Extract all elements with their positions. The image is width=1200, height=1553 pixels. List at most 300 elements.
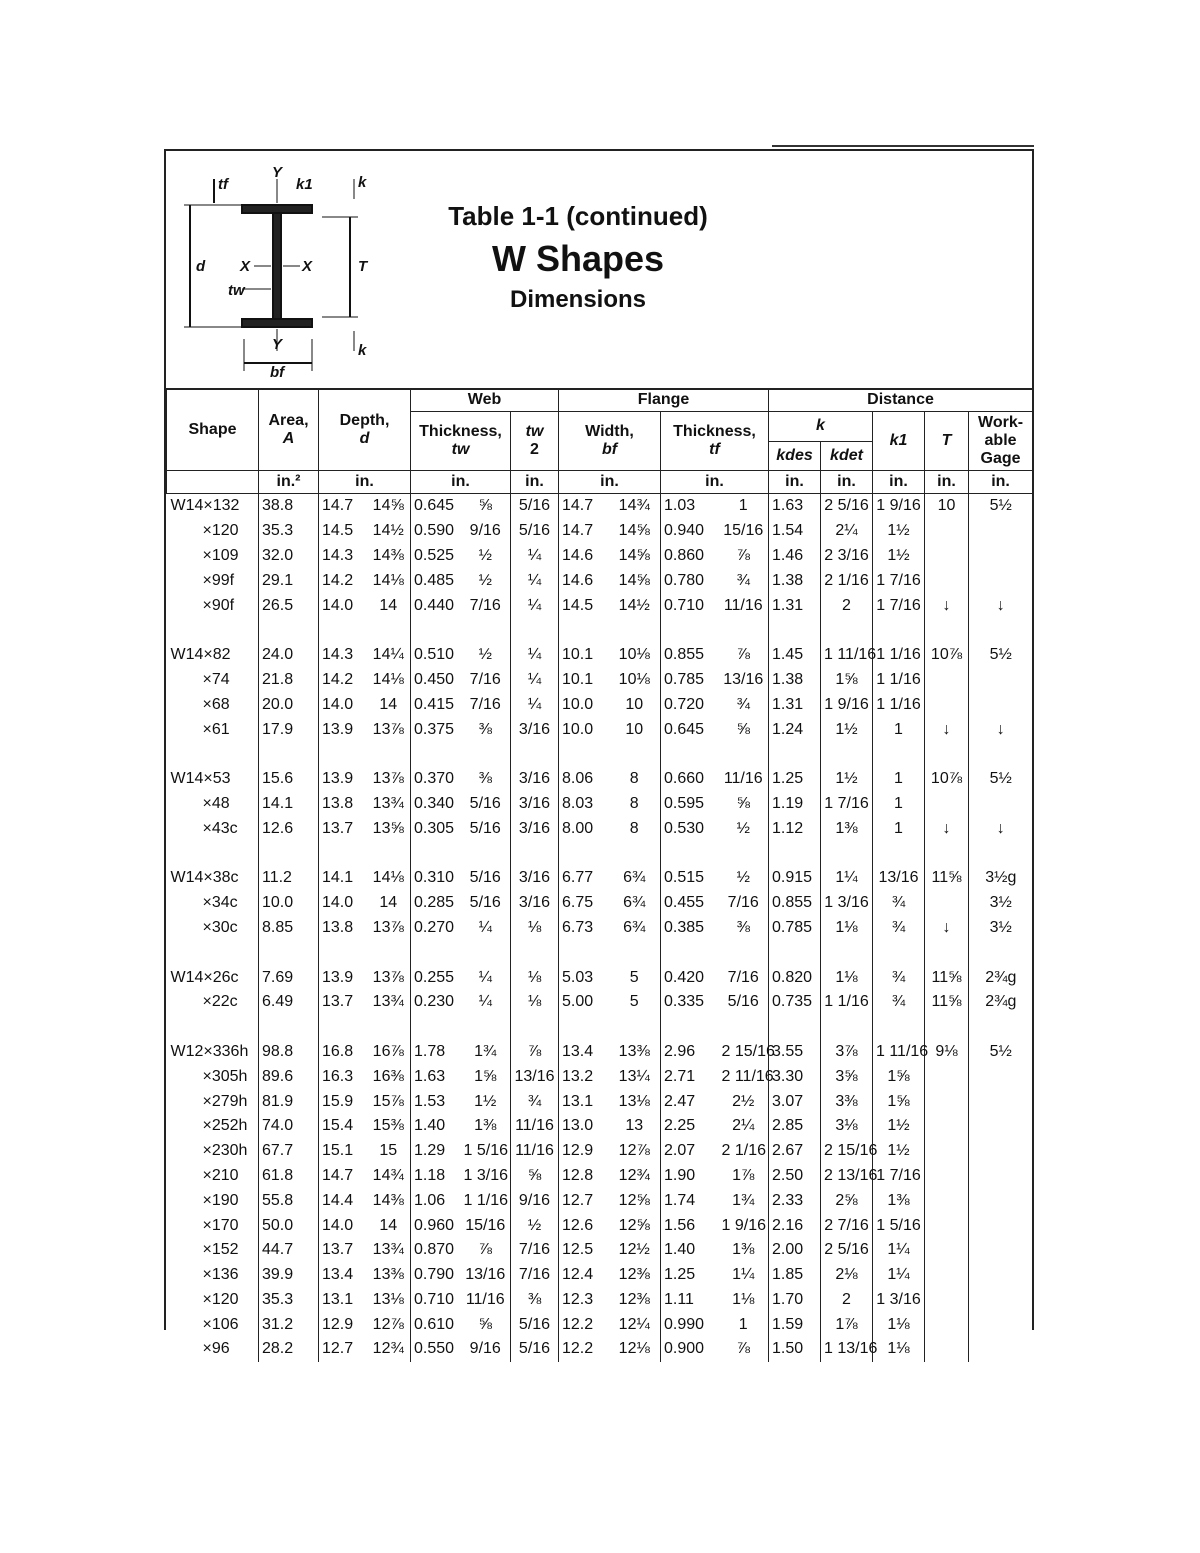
cell-k1: 1 7/16: [873, 568, 925, 593]
cell-tw-f: ¼: [478, 918, 492, 936]
cell-bf-f: 14¾: [618, 497, 650, 515]
cell-a: 10.0: [259, 891, 319, 916]
cell-tw2: 5/16: [511, 1312, 559, 1337]
cell-tw: 1.06: [411, 1188, 461, 1213]
cell-bf-f: 14⅝: [618, 571, 650, 589]
cell-gage: 5½: [969, 767, 1033, 792]
cell-tf-f: 13/16: [723, 670, 764, 688]
cell-tw-f: ⅜: [478, 770, 492, 788]
table-row: [167, 692, 1033, 717]
cell-tw: 1.63: [411, 1064, 461, 1089]
cell-tf-f: 15/16: [723, 522, 764, 540]
cell-tw-f: ⅜: [478, 720, 492, 738]
cell-shape: ×106: [202, 1315, 239, 1333]
cell-tw: 0.440: [411, 593, 461, 618]
cell-shape: W14×53: [170, 770, 231, 788]
cell-tw2: ¼: [511, 568, 559, 593]
cell-kdes: 1.31: [769, 593, 821, 618]
cell-d: 14.0: [319, 891, 367, 916]
x-left-label: X: [240, 258, 251, 275]
cell-bf: 5.03: [559, 965, 609, 990]
table-row: [167, 1288, 1033, 1313]
cell-d-f: 14⅛: [372, 670, 404, 688]
cell-tw2: 7/16: [511, 1238, 559, 1263]
cell-tw-f: 7/16: [469, 596, 501, 614]
cell-tw-f: 7/16: [469, 695, 501, 713]
cell-tf-f: 1: [738, 497, 748, 515]
cell-d-f: 16⅞: [372, 1042, 404, 1060]
cell-tf-f: 1⅞: [732, 1166, 755, 1184]
cell-a: 38.8: [259, 494, 319, 519]
cell-tf: 1.40: [661, 1238, 719, 1263]
cell-bf: 14.7: [559, 519, 609, 544]
cell-d-f: 14⅜: [372, 1191, 404, 1209]
cell-d-f: 12¾: [372, 1340, 404, 1358]
cell-tw-f: ⅝: [478, 1315, 492, 1333]
cell-shape: ×99f: [202, 571, 235, 589]
cell-shape: ×120: [202, 522, 239, 540]
cell-a: 81.9: [259, 1089, 319, 1114]
cell-bf: 6.73: [559, 916, 609, 941]
cell-tf: 2.71: [661, 1064, 719, 1089]
cell-tf: 0.710: [661, 593, 719, 618]
cell-tw2: ⅛: [511, 965, 559, 990]
cell-tf: 1.11: [661, 1288, 719, 1313]
cell-d: 13.9: [319, 767, 367, 792]
cell-d-f: 12⅞: [372, 1315, 404, 1333]
cell-tw2: ¾: [511, 1089, 559, 1114]
table-row: [167, 519, 1033, 544]
cell-kdes: 3.30: [769, 1064, 821, 1089]
cell-d: 14.2: [319, 668, 367, 693]
cell-d-f: 14⅛: [372, 869, 404, 887]
cell-tf: 0.335: [661, 990, 719, 1015]
cell-shape: ×305h: [202, 1067, 248, 1085]
cell-kdes: 1.24: [769, 717, 821, 742]
cell-bf-f: 8: [629, 794, 639, 812]
cell-shape: ×48: [202, 794, 230, 812]
cell-shape: ×190: [202, 1191, 239, 1209]
cell-a: 44.7: [259, 1238, 319, 1263]
cell-tw-f: ½: [478, 646, 492, 664]
table-row: [167, 717, 1033, 742]
cell-kdet: 2 1/16: [821, 568, 873, 593]
cell-tw-f: 11/16: [465, 1290, 505, 1308]
cell-kdes: 2.67: [769, 1139, 821, 1164]
table-row: [167, 643, 1033, 668]
cell-a: 24.0: [259, 643, 319, 668]
table-row: [167, 916, 1033, 941]
cell-kdes: 1.54: [769, 519, 821, 544]
cell-d-f: 13⅜: [372, 1266, 404, 1284]
cell-tf-f: ⅝: [736, 794, 750, 812]
cell-tw: 0.230: [411, 990, 461, 1015]
cell-bf-f: 8: [629, 770, 639, 788]
cell-kdes: 1.46: [769, 544, 821, 569]
cell-tw2: ½: [511, 1213, 559, 1238]
x-right-label: X: [302, 258, 313, 275]
cell-d-f: 13⅞: [372, 968, 404, 986]
cell-bf-f: 14½: [618, 596, 650, 614]
cell-t: ↓: [925, 593, 969, 618]
cell-bf-f: 10: [625, 720, 644, 738]
cell-tw: 1.53: [411, 1089, 461, 1114]
cell-k1: 1 11/16: [873, 1040, 925, 1065]
cell-kdet: 1½: [821, 767, 873, 792]
cell-shape: ×34c: [202, 894, 238, 912]
cell-kdet: 1⅛: [821, 965, 873, 990]
header-k1: k1: [873, 412, 925, 471]
cell-tw2: 13/16: [511, 1064, 559, 1089]
unit-flange-thickness: in.: [661, 471, 769, 494]
group-spacer: [167, 841, 1033, 866]
cell-t: ↓: [925, 816, 969, 841]
cell-a: 12.6: [259, 816, 319, 841]
header-web: Web: [411, 389, 559, 412]
cell-bf-f: 12½: [618, 1241, 650, 1259]
table-row: [167, 792, 1033, 817]
cell-tw: 1.40: [411, 1114, 461, 1139]
table-row: [167, 1139, 1033, 1164]
cell-a: 20.0: [259, 692, 319, 717]
cell-gage: [969, 1139, 1033, 1164]
cell-tw-f: 9/16: [469, 1340, 501, 1358]
cell-t: [925, 1164, 969, 1189]
cell-kdet: 3⅛: [821, 1114, 873, 1139]
cell-gage: [969, 1312, 1033, 1337]
header-shape: Shape: [167, 389, 259, 471]
cell-bf: 13.1: [559, 1089, 609, 1114]
header-flange: Flange: [559, 389, 769, 412]
cell-tw2: ⅜: [511, 1288, 559, 1313]
cell-shape: ×230h: [202, 1142, 248, 1160]
table-row: [167, 1213, 1033, 1238]
cell-a: 11.2: [259, 866, 319, 891]
cell-gage: [969, 1263, 1033, 1288]
cell-gage: 3½g: [969, 866, 1033, 891]
cell-kdet: 1⅝: [821, 668, 873, 693]
cell-tf-f: ⅝: [736, 720, 750, 738]
cell-a: 74.0: [259, 1114, 319, 1139]
cell-shape: ×43c: [202, 819, 238, 837]
cell-bf-f: 6¾: [623, 894, 646, 912]
cell-kdes: 1.45: [769, 643, 821, 668]
cell-t: 11⅝: [925, 965, 969, 990]
cell-bf: 12.9: [559, 1139, 609, 1164]
cell-k1: 1⅝: [873, 1089, 925, 1114]
cell-gage: ↓: [969, 717, 1033, 742]
cell-kdes: 1.50: [769, 1337, 821, 1362]
cell-shape: ×279h: [202, 1092, 248, 1110]
cell-tf-f: 11/16: [723, 596, 763, 614]
y-bottom-label: Y: [272, 336, 283, 353]
cell-gage: [969, 1213, 1033, 1238]
cell-kdet: 2: [821, 593, 873, 618]
table-row: [167, 1164, 1033, 1189]
cell-tf: 0.515: [661, 866, 719, 891]
cell-bf-f: 12¼: [618, 1315, 650, 1333]
cell-tf-f: 1 9/16: [721, 1216, 766, 1234]
cell-k1: 1: [873, 792, 925, 817]
cell-bf-f: 10⅛: [618, 646, 650, 664]
unit-kdes: in.: [769, 471, 821, 494]
cell-bf-f: 12⅜: [618, 1266, 650, 1284]
cell-d-f: 13⅛: [372, 1290, 404, 1308]
table-row: [167, 1238, 1033, 1263]
cell-t: [925, 1337, 969, 1362]
cell-kdet: 2: [821, 1288, 873, 1313]
cell-a: 89.6: [259, 1064, 319, 1089]
cell-kdet: 1⅜: [821, 816, 873, 841]
cell-bf: 10.0: [559, 717, 609, 742]
cell-tw2: 3/16: [511, 717, 559, 742]
cell-tw2: 5/16: [511, 1337, 559, 1362]
table-row: [167, 568, 1033, 593]
cell-k1: 1 1/16: [873, 692, 925, 717]
cell-kdes: 1.70: [769, 1288, 821, 1313]
cell-gage: ↓: [969, 593, 1033, 618]
cell-a: 31.2: [259, 1312, 319, 1337]
cell-t: [925, 1114, 969, 1139]
cell-tw2: ¼: [511, 668, 559, 693]
cell-kdes: 2.85: [769, 1114, 821, 1139]
cell-d: 13.9: [319, 965, 367, 990]
cell-k1: 1 5/16: [873, 1213, 925, 1238]
cell-tf: 0.860: [661, 544, 719, 569]
cell-tw2: ⅝: [511, 1164, 559, 1189]
cell-d-f: 14⅜: [372, 546, 404, 564]
cell-gage: [969, 1164, 1033, 1189]
cell-shape: ×30c: [202, 918, 238, 936]
cell-gage: [969, 1288, 1033, 1313]
cell-tw: 0.450: [411, 668, 461, 693]
cell-tw: 0.710: [411, 1288, 461, 1313]
cell-tf-f: 2 15/16: [721, 1042, 775, 1060]
cell-kdet: 3⅜: [821, 1089, 873, 1114]
cell-t: [925, 1263, 969, 1288]
cell-d: 13.7: [319, 1238, 367, 1263]
cell-tf: 0.660: [661, 767, 719, 792]
cell-bf-f: 12⅞: [618, 1142, 650, 1160]
cell-kdet: 2 15/16: [821, 1139, 873, 1164]
cell-bf-f: 12⅝: [618, 1216, 650, 1234]
cell-tw: 0.305: [411, 816, 461, 841]
cell-tw-f: 5/16: [469, 794, 501, 812]
cell-gage: [969, 519, 1033, 544]
cell-kdes: 0.785: [769, 916, 821, 941]
cell-tf-f: 2¼: [732, 1117, 755, 1135]
cell-k1: 1⅛: [873, 1337, 925, 1362]
cell-tw-f: 5/16: [469, 869, 501, 887]
cell-gage: [969, 1089, 1033, 1114]
cell-tw2: ⅛: [511, 990, 559, 1015]
cell-kdes: 1.25: [769, 767, 821, 792]
cell-kdet: 1 11/16: [821, 643, 873, 668]
cell-k1: ¾: [873, 891, 925, 916]
cell-tw-f: 1 3/16: [463, 1166, 508, 1184]
cell-a: 35.3: [259, 519, 319, 544]
cell-tw2: ⅞: [511, 1040, 559, 1065]
cell-tw2: 5/16: [511, 519, 559, 544]
cell-t: [925, 519, 969, 544]
cell-d-f: 14: [379, 695, 398, 713]
w-shapes-table: [166, 388, 1033, 1362]
cell-tf-f: ⅞: [736, 646, 750, 664]
cell-d: 14.7: [319, 1164, 367, 1189]
cell-t: [925, 568, 969, 593]
cell-tw: 0.790: [411, 1263, 461, 1288]
cell-d: 14.0: [319, 692, 367, 717]
k-top-label: k: [358, 174, 367, 191]
unit-shape: [167, 471, 259, 494]
cell-tf-f: ⅜: [736, 918, 750, 936]
cell-bf-f: 13: [625, 1117, 644, 1135]
cell-kdes: 3.07: [769, 1089, 821, 1114]
cell-tw: 1.29: [411, 1139, 461, 1164]
cell-shape: ×96: [202, 1340, 230, 1358]
cell-k1: 1: [873, 717, 925, 742]
cell-kdes: 2.50: [769, 1164, 821, 1189]
header-flange-width: Width, bf: [559, 412, 661, 471]
cell-kdet: 2 5/16: [821, 1238, 873, 1263]
cell-kdet: 2⅝: [821, 1188, 873, 1213]
cell-kdet: 1⅛: [821, 916, 873, 941]
cell-k1: 1⅝: [873, 1064, 925, 1089]
table-row: [167, 1337, 1033, 1362]
cell-tf: 0.530: [661, 816, 719, 841]
cell-bf-f: 10⅛: [618, 670, 650, 688]
cell-kdet: 1 1/16: [821, 990, 873, 1015]
header-area: Area, A: [259, 389, 319, 471]
cell-tf-f: ½: [736, 869, 750, 887]
table-header-area: [166, 151, 1032, 390]
cell-bf: 13.0: [559, 1114, 609, 1139]
cell-d: 14.7: [319, 494, 367, 519]
header-web-thickness: Thickness, tw: [411, 412, 511, 471]
cell-shape: ×152: [202, 1241, 239, 1259]
cell-k1: 13/16: [873, 866, 925, 891]
cell-tw-f: ½: [478, 546, 492, 564]
cell-tf-f: 1¾: [732, 1191, 755, 1209]
cell-d: 13.8: [319, 792, 367, 817]
cell-a: 32.0: [259, 544, 319, 569]
cell-k1: ¾: [873, 965, 925, 990]
cell-kdet: 1½: [821, 717, 873, 742]
bf-label: bf: [270, 364, 285, 381]
cell-bf-f: 12⅛: [618, 1340, 650, 1358]
cell-tf-f: 1⅜: [732, 1241, 755, 1259]
cell-gage: 3½: [969, 891, 1033, 916]
cell-shape: ×252h: [202, 1117, 248, 1135]
cell-a: 98.8: [259, 1040, 319, 1065]
cell-shape: W12×336h: [170, 1042, 249, 1060]
cell-bf: 13.4: [559, 1040, 609, 1065]
cell-tw-f: 7/16: [469, 670, 501, 688]
cell-shape: W14×38c: [170, 869, 239, 887]
cell-kdes: 1.85: [769, 1263, 821, 1288]
cell-t: 10⅞: [925, 643, 969, 668]
header-kdet: kdet: [821, 441, 873, 471]
cell-tf-f: 5/16: [727, 993, 759, 1011]
cell-gage: 2¾g: [969, 990, 1033, 1015]
cell-gage: [969, 1114, 1033, 1139]
table-row: [167, 866, 1033, 891]
cell-tw2: 3/16: [511, 792, 559, 817]
cell-tf: 1.03: [661, 494, 719, 519]
cell-shape: ×22c: [202, 993, 238, 1011]
cell-kdes: 2.16: [769, 1213, 821, 1238]
cell-t: 11⅝: [925, 990, 969, 1015]
cell-t: [925, 891, 969, 916]
cell-kdes: 0.855: [769, 891, 821, 916]
cell-gage: [969, 692, 1033, 717]
cell-tw: 0.485: [411, 568, 461, 593]
table-row: [167, 767, 1033, 792]
cell-tf: 0.645: [661, 717, 719, 742]
cell-tw: 0.370: [411, 767, 461, 792]
cell-bf: 10.1: [559, 668, 609, 693]
cell-d: 14.4: [319, 1188, 367, 1213]
header-gage: Work-able Gage: [969, 412, 1033, 471]
cell-t: [925, 1312, 969, 1337]
cell-kdet: 2 3/16: [821, 544, 873, 569]
cell-d: 14.3: [319, 544, 367, 569]
cell-tf: 0.900: [661, 1337, 719, 1362]
cell-k1: 1⅜: [873, 1188, 925, 1213]
cell-k1: 1 9/16: [873, 494, 925, 519]
cell-d-f: 15⅞: [372, 1092, 404, 1110]
cell-tw-f: 13/16: [465, 1266, 506, 1284]
cell-bf-f: 6¾: [623, 869, 646, 887]
unit-depth: in.: [319, 471, 411, 494]
cell-t: [925, 1064, 969, 1089]
cell-kdes: 1.63: [769, 494, 821, 519]
cell-bf-f: 12⅝: [618, 1191, 650, 1209]
tf-label: tf: [218, 176, 228, 193]
header-distance: Distance: [769, 389, 1033, 412]
cell-kdes: 2.33: [769, 1188, 821, 1213]
cell-bf: 12.6: [559, 1213, 609, 1238]
cell-tf-f: 2½: [732, 1092, 755, 1110]
cell-d: 13.7: [319, 816, 367, 841]
cell-tw: 1.18: [411, 1164, 461, 1189]
cell-d: 13.9: [319, 717, 367, 742]
tw-label: tw: [228, 282, 245, 299]
cell-bf-f: 14⅝: [618, 546, 650, 564]
cell-kdet: 1¼: [821, 866, 873, 891]
unit-t: in.: [925, 471, 969, 494]
table-row: [167, 494, 1033, 519]
cell-tf-f: ¾: [736, 695, 750, 713]
cell-a: 14.1: [259, 792, 319, 817]
cell-d-f: 13¾: [372, 1241, 404, 1259]
cell-t: [925, 792, 969, 817]
cell-bf-f: 12⅜: [618, 1290, 650, 1308]
cell-shape: ×61: [202, 720, 230, 738]
table-number: Table 1-1 (continued): [448, 201, 708, 231]
table-row: [167, 1188, 1033, 1213]
cell-tw2: ¼: [511, 593, 559, 618]
cell-kdet: 1 9/16: [821, 692, 873, 717]
cell-tf: 1.25: [661, 1263, 719, 1288]
cell-a: 39.9: [259, 1263, 319, 1288]
cell-gage: 5½: [969, 494, 1033, 519]
cell-tw: 0.645: [411, 494, 461, 519]
unit-flange-width: in.: [559, 471, 661, 494]
cell-tw: 0.255: [411, 965, 461, 990]
group-spacer: [167, 742, 1033, 767]
cell-gage: 3½: [969, 916, 1033, 941]
